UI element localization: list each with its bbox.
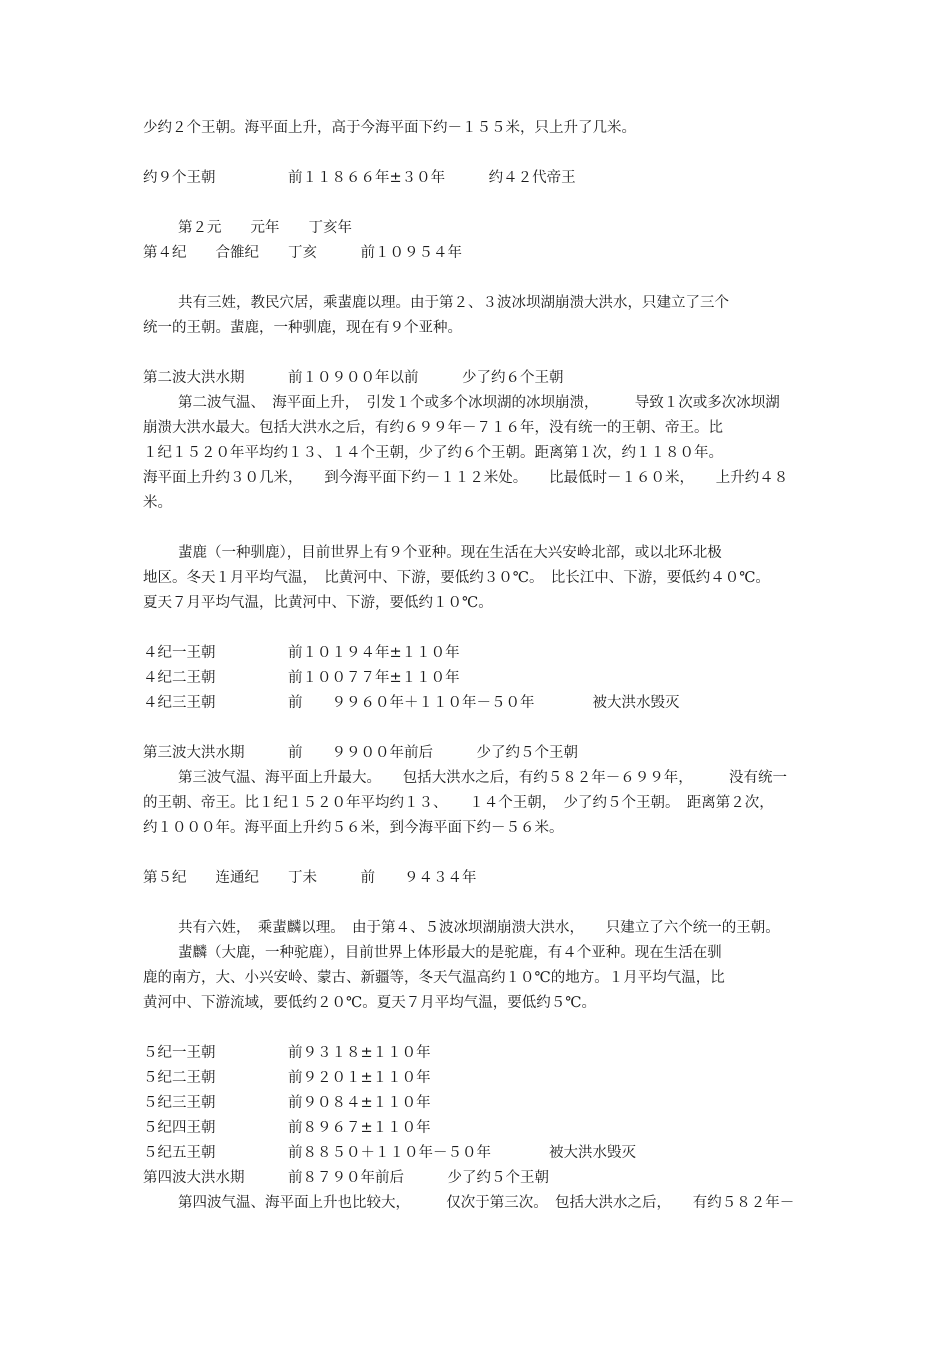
text-line: 崩溃大洪水最大。包括大洪水之后，有约６９９年－７１６年，没有统一的王朝、帝王。比 [143,420,723,436]
text-line: ４纪三王朝 前 ９９６０年＋１１０年－５０年 被大洪水毁灭 [143,695,680,711]
text-line: 第５纪 连通纪 丁未 前 ９４３４年 [143,870,477,886]
text-line: ４纪二王朝 前１００７７年±１１０年 [143,670,460,686]
text-line: 第四波气温、海平面上升也比较大， 仅次于第三次。 包括大洪水之后， 有约５８２年－ [178,1195,795,1211]
text-line: 第二波大洪水期 前１０９００年以前 少了约６个王朝 [143,370,564,386]
text-line: ５纪四王朝 前８９６７±１１０年 [143,1120,431,1136]
text-line: 的王朝、帝王。比１纪１５２０年平均约１３、 １４个王朝， 少了约５个王朝。 距离第２次， [143,795,774,811]
text-line: 共有六姓， 乘蜚麟以理。 由于第４、５波冰坝湖崩溃大洪水， 只建立了六个统一的王朝。 [178,920,780,936]
text-line: 黄河中、下游流域，要低约２０℃。夏天７月平均气温，要低约５℃。 [143,995,596,1011]
text-line: ５纪三王朝 前９０８４±１１０年 [143,1095,431,1111]
text-line: 鹿的南方，大、小兴安岭、蒙古、新疆等，冬天气温高约１０℃的地方。１月平均气温，比 [143,970,725,986]
text-line: 第二波气温、 海平面上升， 引发１个或多个冰坝湖的冰坝崩溃， 导致１次或多次冰坝湖 [178,395,780,411]
text-line: 海平面上升约３０几米， 到今海平面下约－１１２米处。 比最低时－１６０米， 上升约４８ [143,470,789,486]
text-line: 第三波气温、海平面上升最大。 包括大洪水之后，有约５８２年－６９９年， 没有统一 [178,770,787,786]
text-line: ５纪五王朝 前８８５０＋１１０年－５０年 被大洪水毁灭 [143,1145,636,1161]
text-line: 第４纪 合雒纪 丁亥 前１０９５４年 [143,245,462,261]
text-line: 约１０００年。海平面上升约５６米，到今海平面下约－５６米。 [143,820,564,836]
text-line: 米。 [143,495,172,511]
text-line: 地区。冬天１月平均气温， 比黄河中、下游，要低约３０℃。 比长江中、下游，要低约４０℃。 [143,570,770,586]
text-line: ５纪二王朝 前９２０１±１１０年 [143,1070,431,1086]
text-line: 第２元 元年 丁亥年 [178,220,352,236]
text-line: 共有三姓，教民穴居，乘蜚鹿以理。由于第２、３波冰坝湖崩溃大洪水，只建立了三个 [178,295,729,311]
text-line: 少约２个王朝。海平面上升，高于今海平面下约－１５５米，只上升了几米。 [143,120,636,136]
text-line: １纪１５２０年平均约１３、１４个王朝，少了约６个王朝。距离第１次，约１１８０年。 [143,445,723,461]
text-line: 蜚鹿（一种驯鹿），目前世界上有９个亚种。现在生活在大兴安岭北部，或以北环北极 [178,545,722,561]
text-line: 统一的王朝。蜚鹿，一种驯鹿，现在有９个亚种。 [143,320,462,336]
text-line: ４纪一王朝 前１０１９４年±１１０年 [143,645,460,661]
text-line: ５纪一王朝 前９３１８±１１０年 [143,1045,431,1061]
text-line: 第三波大洪水期 前 ９９００年前后 少了约５个王朝 [143,745,578,761]
text-line: 约９个王朝 前１１８６６年±３０年 约４２代帝王 [143,170,576,186]
text-line: 蜚麟（大鹿，一种驼鹿），目前世界上体形最大的是驼鹿，有４个亚种。现在生活在驯 [178,945,722,961]
text-line: 夏天７月平均气温，比黄河中、下游，要低约１０℃。 [143,595,493,611]
text-line: 第四波大洪水期 前８７９０年前后 少了约５个王朝 [143,1170,549,1186]
